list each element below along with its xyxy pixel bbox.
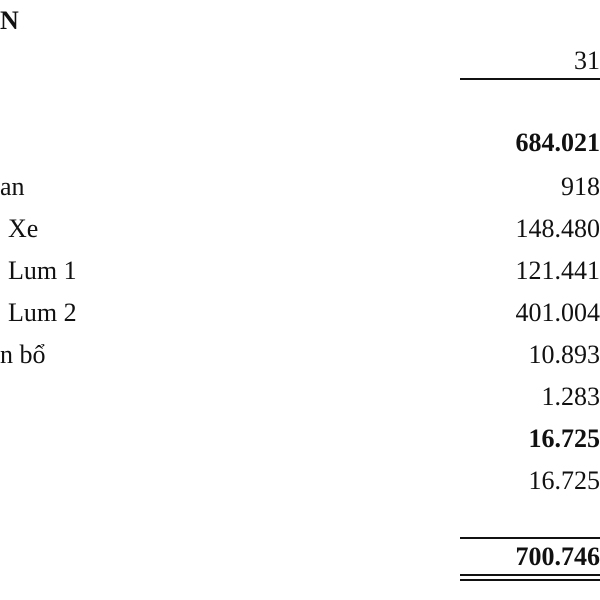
total-double-rule-bottom [460, 579, 600, 581]
row-value: 148.480 [515, 214, 600, 243]
row-value: 10.893 [528, 340, 600, 369]
row-label: Xe [8, 214, 39, 243]
total-rule [460, 537, 600, 539]
total-double-rule-top [460, 574, 600, 576]
row-label: Lum 1 [8, 256, 77, 285]
row-value-subtotal: 684.021 [515, 128, 600, 157]
row-label: an [0, 172, 25, 201]
section-heading: N [0, 6, 20, 35]
row-label: Lum 2 [8, 298, 77, 327]
row-value: 401.004 [515, 298, 600, 327]
row-label: n bổ [0, 340, 46, 369]
row-value: 918 [561, 172, 600, 201]
header-underline [460, 78, 600, 80]
row-value-subtotal: 16.725 [528, 424, 600, 453]
row-value: 1.283 [541, 382, 600, 411]
column-header-date: 31 [574, 46, 600, 75]
row-value: 121.441 [515, 256, 600, 285]
grand-total-value: 700.746 [515, 542, 600, 571]
row-value: 16.725 [528, 466, 600, 495]
